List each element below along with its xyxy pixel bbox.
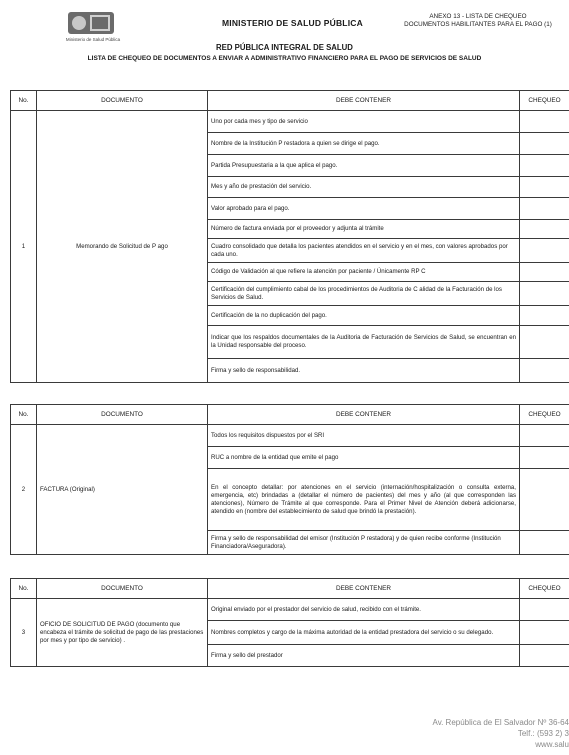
- col-header-chequeo: CHEQUEO: [520, 579, 569, 599]
- check-cell[interactable]: [520, 133, 569, 155]
- col-header-no: No.: [11, 91, 37, 111]
- col-header-no: No.: [11, 579, 37, 599]
- checklist-table-3: [10, 578, 569, 667]
- footer-phone: Telf.: (593 2) 3: [517, 729, 569, 738]
- check-cell[interactable]: [520, 177, 569, 198]
- requirement-text: Cuadro consolidado que detalla los pacientes atendidos en el servicio y en el mes, con valores aprobados por cada uno.: [208, 239, 520, 263]
- requirement-text: Número de factura enviada por el proveedor y adjunta al trámite: [208, 220, 520, 239]
- check-cell[interactable]: [520, 111, 569, 133]
- col-header-documento: DOCUMENTO: [37, 579, 208, 599]
- annex-line-1: ANEXO 13 - LISTA DE CHEQUEO: [429, 13, 527, 20]
- requirement-text: Firma y sello de responsabilidad del emisor (Institución P restadora) y de quien recibe conforme (Institución Financiadora/Aseguradora).: [208, 531, 520, 555]
- ministry-title: MINISTERIO DE SALUD PÚBLICA: [222, 18, 363, 28]
- footer-address: Av. República de El Salvador Nº 36-64: [432, 718, 569, 727]
- check-cell[interactable]: [520, 599, 569, 621]
- check-cell[interactable]: [520, 447, 569, 469]
- requirement-text: Firma y sello del prestador: [208, 645, 520, 667]
- table-header-row: [11, 579, 569, 599]
- requirement-text: Uno por cada mes y tipo de servicio: [208, 111, 520, 133]
- col-header-debe-contener: DEBE CONTENER: [208, 91, 520, 111]
- table-header-row: [11, 405, 569, 425]
- row-number: 1: [11, 111, 37, 383]
- requirement-text: Todos los requisitos dispuestos por el SRI: [208, 425, 520, 447]
- check-cell[interactable]: [520, 645, 569, 667]
- requirement-text: Mes y año de prestación del servicio.: [208, 177, 520, 198]
- requirement-text: Código de Validación al que refiere la atención por paciente / Únicamente RP C: [208, 263, 520, 282]
- table-row: [11, 111, 569, 133]
- col-header-no: No.: [11, 405, 37, 425]
- document-name: Memorando de Solicitud de P ago: [37, 111, 208, 383]
- document-name: FACTURA (Original): [37, 425, 208, 555]
- check-cell[interactable]: [520, 155, 569, 177]
- table-row: [11, 599, 569, 621]
- col-header-chequeo: CHEQUEO: [520, 91, 569, 111]
- requirement-text: En el concepto detallar: por atenciones en el servicio (internación/hospitalización o consulta externa, emergencia, etc) brindadas a (detallar el número de pacientes) del mes y año (al que corresponden las atenciones), Número de Trámite al que corresponde. Para el Primer Nivel de Atención deberá adicionarse, atendido en (nombre del establecimiento de salud que brindó la prestación).: [208, 469, 520, 531]
- checklist-table-1: [10, 90, 569, 383]
- check-cell[interactable]: [520, 239, 569, 263]
- document-subtitle: LISTA DE CHEQUEO DE DOCUMENTOS A ENVIAR A ADMINISTRATIVO FINANCIERO PARA EL PAGO DE SERVICIOS DE SALUD: [87, 55, 482, 62]
- check-cell[interactable]: [520, 531, 569, 555]
- check-cell[interactable]: [520, 469, 569, 531]
- requirement-text: RUC a nombre de la entidad que emite el pago: [208, 447, 520, 469]
- requirement-text: Original enviado por el prestador del servicio de salud, recibido con el trámite.: [208, 599, 520, 621]
- row-number: 3: [11, 599, 37, 667]
- requirement-text: Indicar que los respaldos documentales de la Auditoria de Facturación de Servicios de Salud, se encuentran en la Unidad responsable del proceso.: [208, 326, 520, 359]
- ministry-logo: [58, 12, 128, 46]
- checklist-table-2: [10, 404, 569, 555]
- col-header-chequeo: CHEQUEO: [520, 405, 569, 425]
- requirement-text: Valor aprobado para el pago.: [208, 198, 520, 220]
- document-title: RED PÚBLICA INTEGRAL DE SALUD: [216, 43, 353, 52]
- requirement-text: Nombres completos y cargo de la máxima autoridad de la entidad prestadora del servicio o su delegado.: [208, 621, 520, 645]
- requirement-text: Certificación de la no duplicación del pago.: [208, 306, 520, 326]
- footer-website: www.salu: [535, 740, 569, 749]
- annex-line-2: DOCUMENTOS HABILITANTES PARA EL PAGO (1): [404, 21, 552, 28]
- logo-caption: Ministerio de Salud Pública: [65, 37, 121, 42]
- check-cell[interactable]: [520, 621, 569, 645]
- check-cell[interactable]: [520, 282, 569, 306]
- requirement-text: Certificación del cumplimiento cabal de los procedimientos de Auditoria de C alidad de la Facturación de los Servicios de Salud.: [208, 282, 520, 306]
- document-name: OFICIO DE SOLICITUD DE PAGO (documento que encabeza el trámite de solicitud de pago de las prestaciones por mes y por tipo de servicio) .: [37, 599, 208, 667]
- col-header-debe-contener: DEBE CONTENER: [208, 405, 520, 425]
- check-cell[interactable]: [520, 263, 569, 282]
- check-cell[interactable]: [520, 359, 569, 383]
- check-cell[interactable]: [520, 306, 569, 326]
- row-number: 2: [11, 425, 37, 555]
- col-header-documento: DOCUMENTO: [37, 405, 208, 425]
- col-header-debe-contener: DEBE CONTENER: [208, 579, 520, 599]
- requirement-text: Nombre de la Institución P restadora a quien se dirige el pago.: [208, 133, 520, 155]
- requirement-text: Partida Presupuestaria a la que aplica el pago.: [208, 155, 520, 177]
- check-cell[interactable]: [520, 198, 569, 220]
- check-cell[interactable]: [520, 425, 569, 447]
- col-header-documento: DOCUMENTO: [37, 91, 208, 111]
- table-row: [11, 425, 569, 447]
- annex-label: [392, 13, 564, 29]
- table-header-row: [11, 91, 569, 111]
- msp-logo-icon: [68, 12, 114, 34]
- check-cell[interactable]: [520, 220, 569, 239]
- check-cell[interactable]: [520, 326, 569, 359]
- requirement-text: Firma y sello de responsabilidad.: [208, 359, 520, 383]
